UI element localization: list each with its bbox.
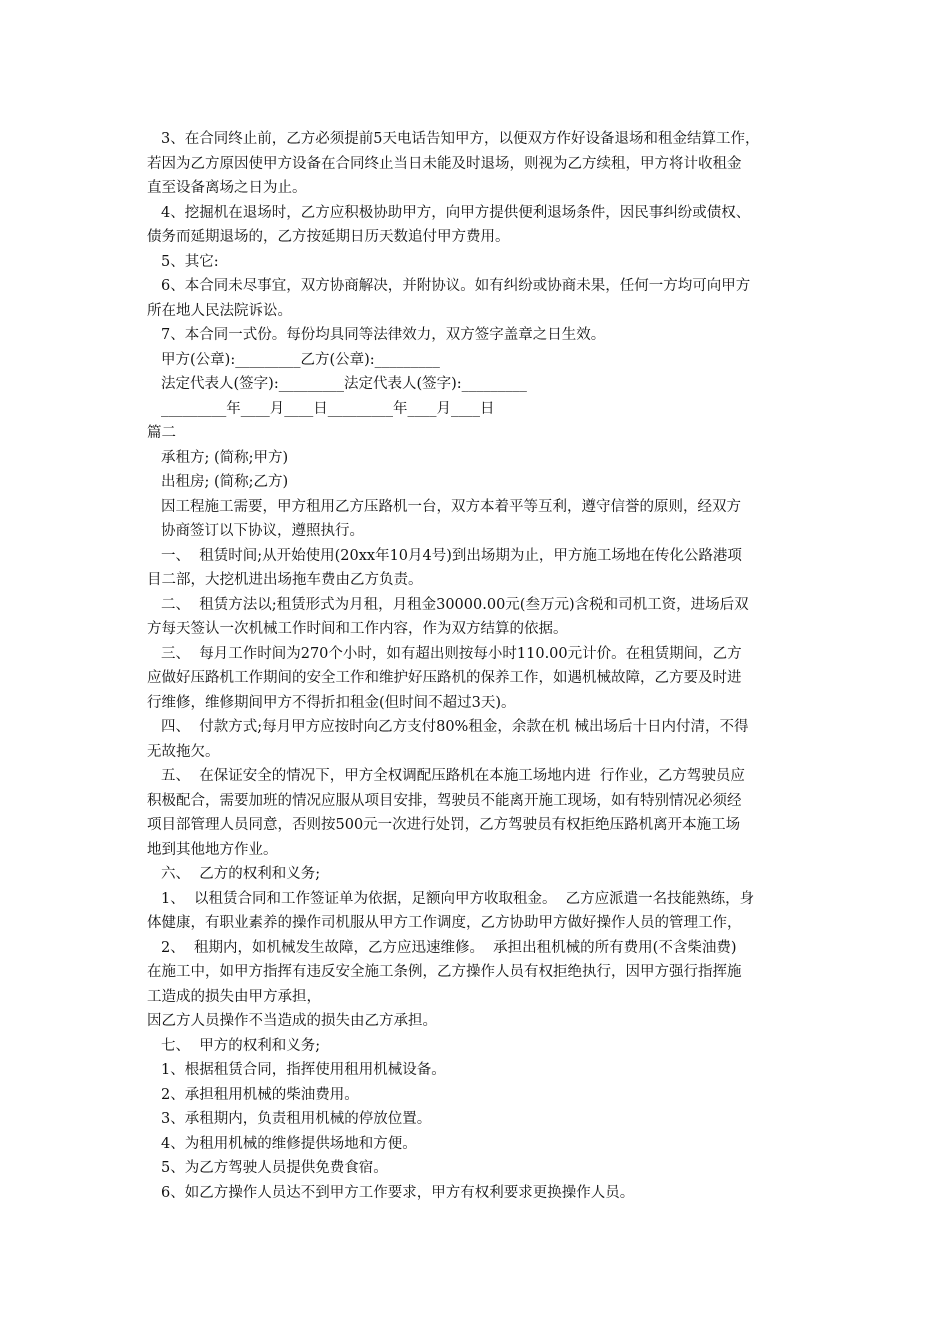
text-line: 一、 租赁时间;从开始使用(20xx年10月4号)到出场期为止，甲方施工场地在传化公路港项 [161,547,742,564]
text-line: 所在地人民法院诉讼。 [147,302,292,319]
text-line: 四、 付款方式;每月甲方应按时向乙方支付80%租金，余款在机 械出场后十日内付清，不得 [161,719,749,735]
text-line: 目二部，大挖机进出场拖车费由乙方负责。 [147,572,423,588]
text-line: 因乙方人员操作不当造成的损失由乙方承担。 [147,1013,437,1029]
text-line: 出租房; (简称;乙方) [161,474,289,490]
text-line: 3、承租期内，负责租用机械的停放位置。 [161,1111,432,1127]
text-line: 4、挖掘机在退场时，乙方应积极协助甲方，向甲方提供便利退场条件，因民事纠纷或债权、 [161,204,751,221]
text-line: 直至设备离场之日为止。 [147,180,307,196]
text-line: 1、根据租赁合同，指挥使用租用机械设备。 [161,1062,446,1078]
text-line: 4、为租用机械的维修提供场地和方便。 [161,1135,417,1152]
text-line: 体健康，有职业素养的操作司机服从甲方工作调度，乙方协助甲方做好操作人员的管理工作， [147,915,742,931]
text-line: 2、 租期内，如机械发生故障，乙方应迅速维修。 承担出租机械的所有费用(不含柴油费) [161,939,737,956]
text-line: 6、如乙方操作人员达不到甲方工作要求，甲方有权利要求更换操作人员。 [161,1184,635,1201]
text-line: 3、在合同终止前，乙方必须提前5天电话告知甲方，以便双方作好设备退场和租金结算工作， [161,131,760,147]
text-line: 因工程施工需要，甲方租用乙方压路机一台，双方本着平等互利，遵守信誉的原则，经双方 [161,498,741,515]
text-line: 5、为乙方驾驶人员提供免费食宿。 [161,1160,388,1176]
text-line: 6、本合同未尽事宜，双方协商解决，并附协议。如有纠纷或协商未果，任何一方均可向甲方 [161,278,751,294]
text-line: 篇二 [147,425,176,441]
text-line: 工造成的损失由甲方承担， [147,988,321,1005]
text-line: 二、 租赁方法以;租赁形式为月租，月租金30000.00元(叁万元)含税和司机工资，进场后双 [161,596,749,613]
text-line: 积极配合，需要加班的情况应服从项目安排，驾驶员不能离开施工现场，如有特别情况必须经 [147,792,742,809]
text-line: 六、 乙方的权利和义务; [161,866,321,882]
text-line: 2、承担租用机械的柴油费用。 [161,1086,359,1103]
text-line: 三、 每月工作时间为270个小时，如有超出则按每小时110.00元计价。在租赁期间，乙方 [161,645,742,662]
text-line: 七、 甲方的权利和义务; [161,1037,321,1054]
text-line: 行维修，维修期间甲方不得折扣租金(但时间不超过3天)。 [147,694,516,711]
text-line: 1、 以租赁合同和工作签证单为依据，足额向甲方收取租金。 乙方应派遣一名技能熟练，身 [161,890,755,907]
text-line: 若因为乙方原因使甲方设备在合同终止当日未能及时退场，则视为乙方续租，甲方将计收租金 [147,155,742,172]
text-line: 应做好压路机工作期间的安全工作和维护好压路机的保养工作，如遇机械故障，乙方要及时进 [147,670,742,686]
text-line: 法定代表人(签字):_________法定代表人(签字):_________ [161,376,527,392]
text-line: 7、本合同一式份。每份均具同等法律效力，双方签字盖章之日生效。 [161,327,606,343]
text-line: 甲方(公章):_________乙方(公章):_________ [161,351,440,368]
document-body [147,127,827,1205]
text-line: 债务而延期退场的，乙方按延期日历天数追付甲方费用。 [147,229,510,245]
text-line: 无故拖欠。 [147,743,220,760]
text-line: 5、其它: [161,253,219,270]
text-line: 地到其他地方作业。 [147,841,278,858]
text-line: 承租方; (简称;甲方) [161,449,289,466]
text-line: 项目部管理人员同意，否则按500元一次进行处罚，乙方驾驶员有权拒绝压路机离开本施工场 [147,817,741,833]
text-line: _________年____月____日_________年____月____日 [161,400,495,417]
text-line: 方每天签认一次机械工作时间和工作内容，作为双方结算的依据。 [147,621,568,637]
text-line: 协商签订以下协议，遵照执行。 [161,523,364,539]
text-line: 五、 在保证安全的情况下，甲方全权调配压路机在本施工场地内进 行作业，乙方驾驶员应 [161,768,745,784]
text-line: 在施工中，如甲方指挥有违反安全施工条例，乙方操作人员有权拒绝执行，因甲方强行指挥施 [147,964,742,980]
